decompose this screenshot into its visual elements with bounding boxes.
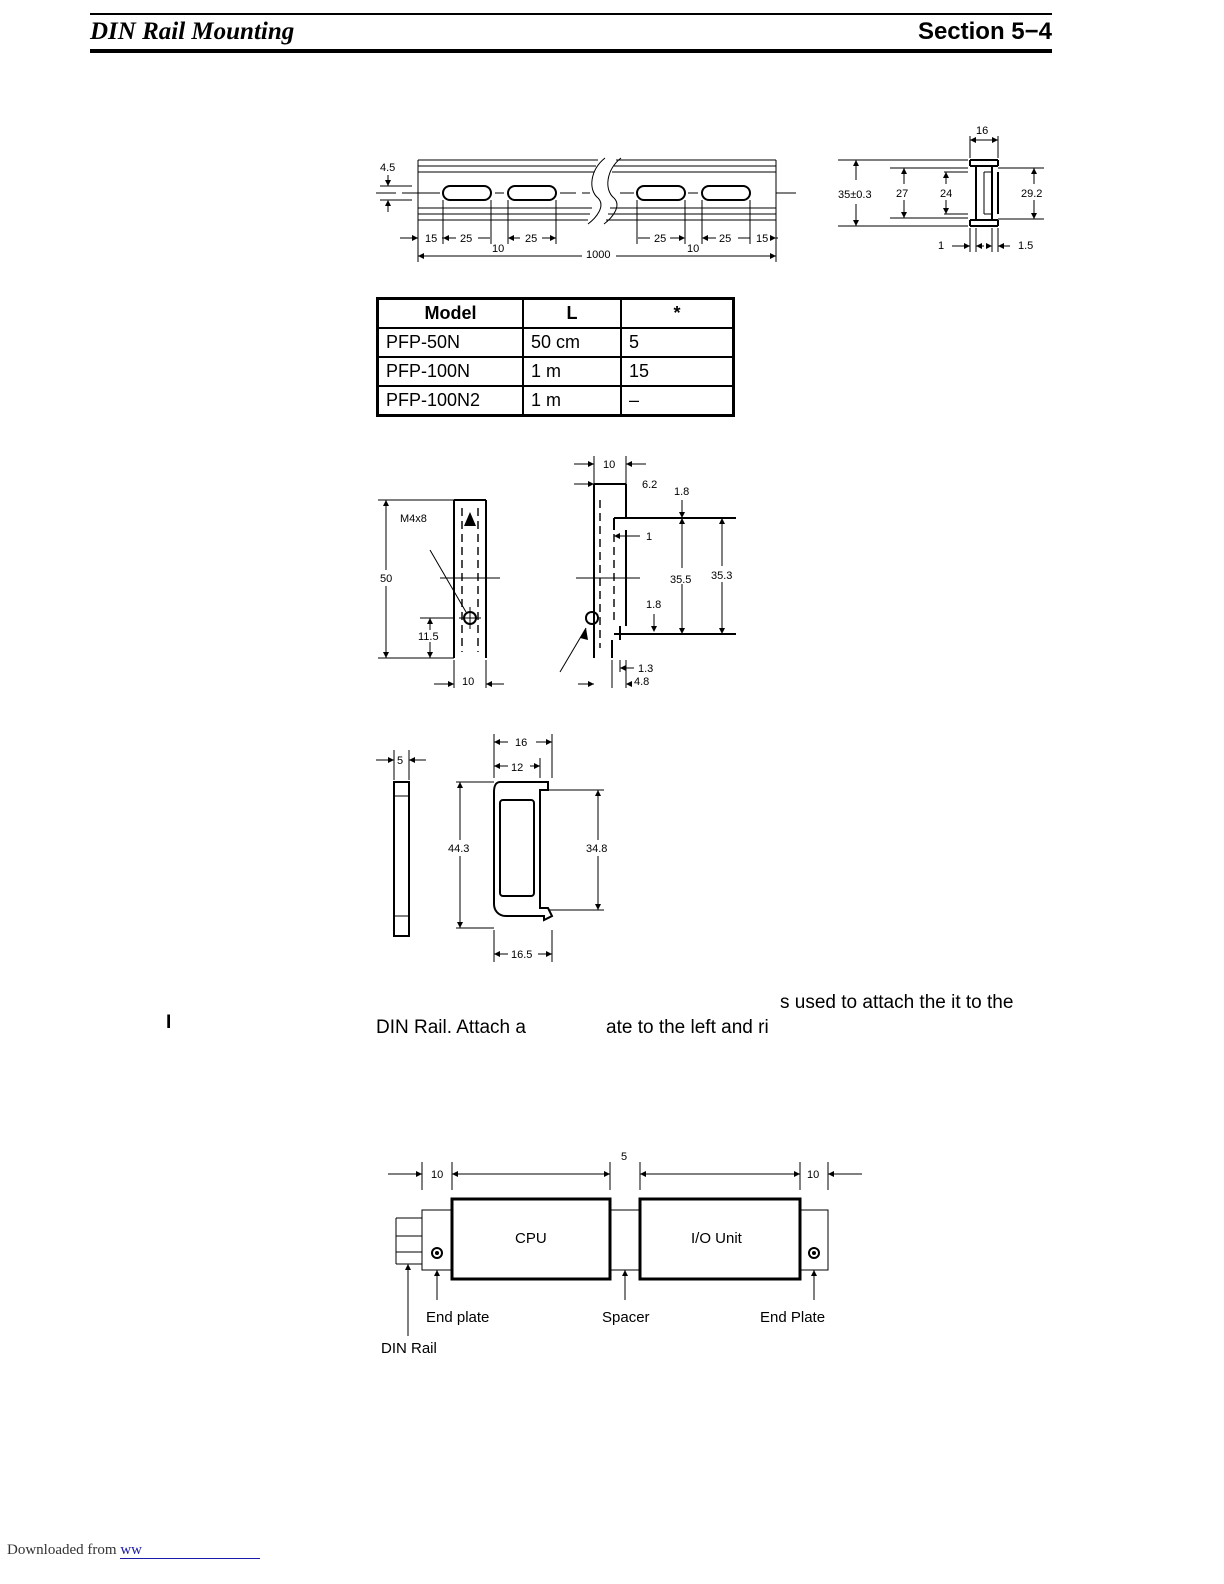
table-cell: –	[621, 386, 734, 416]
table-row	[378, 386, 734, 416]
dim-label: 10	[462, 676, 475, 688]
dim-label: 35±0.3	[838, 189, 872, 201]
end-plate-right-label: End Plate	[760, 1309, 826, 1326]
dim-label: 4.8	[634, 676, 650, 688]
cpu-unit	[452, 1199, 610, 1279]
dim-label: 1	[938, 240, 945, 252]
column-header-model: Model	[378, 299, 524, 329]
column-header-note: *	[621, 299, 734, 329]
dim-label: 1.8	[646, 599, 662, 611]
spacer-drawing	[0, 730, 700, 970]
din-rail-drawing	[0, 0, 1224, 290]
dim-label: 27	[896, 188, 909, 200]
dim-label: 10	[492, 243, 505, 255]
spacer-side-view	[376, 750, 426, 936]
paragraph-line-2b: ate to the left and ri	[606, 1017, 769, 1038]
dim-label: 16	[976, 125, 989, 137]
assembly-dimensions	[388, 1151, 862, 1190]
dim-label: 24	[940, 188, 953, 200]
dim-label: 1000	[586, 249, 611, 261]
table-cell: 1 m	[523, 357, 621, 386]
end-plate-left	[422, 1210, 452, 1270]
table-cell: PFP-100N	[378, 357, 524, 386]
paragraph-line-1: s used to attach the it to the	[780, 992, 1014, 1013]
io-unit	[640, 1199, 800, 1279]
dim-label: 5	[621, 1151, 628, 1163]
paragraph-line-2a: DIN Rail. Attach a	[376, 1017, 526, 1038]
dim-label: 5	[397, 755, 404, 767]
page-title: DIN Rail Mounting	[90, 18, 295, 45]
end-plate-front-view	[378, 500, 504, 688]
dim-label: 4.5	[380, 162, 396, 174]
dim-label: 34.8	[586, 843, 608, 855]
end-plate-side-view	[560, 456, 736, 688]
dim-label: 29.2	[1021, 188, 1043, 200]
end-plate-drawing	[0, 450, 800, 700]
end-plate-right	[800, 1210, 828, 1270]
dim-label: 1.8	[674, 486, 690, 498]
dim-label: 1.3	[638, 663, 654, 675]
assembly-drawing	[0, 1140, 900, 1370]
table-row	[378, 328, 734, 357]
spacer-block	[610, 1210, 640, 1270]
dim-label: 25	[460, 233, 473, 245]
dim-label: 25	[719, 233, 732, 245]
spacer-front-view	[448, 734, 607, 962]
dim-label: 6.2	[642, 479, 658, 491]
column-header-length: L	[523, 299, 621, 329]
dim-label: 10	[431, 1169, 444, 1181]
cpu-label: CPU	[515, 1230, 547, 1247]
dim-label: 44.3	[448, 843, 470, 855]
section-number: Section 5−4	[917, 18, 1052, 45]
dim-label: 50	[380, 573, 393, 585]
footer-link[interactable]: ww	[120, 1542, 260, 1559]
dim-label: 35.5	[670, 574, 692, 586]
table-cell: 15	[621, 357, 734, 386]
footer	[7, 1542, 260, 1559]
dim-label: 15	[425, 233, 438, 245]
dim-label: 35.3	[711, 570, 733, 582]
spacer-label: Spacer	[602, 1309, 650, 1326]
dim-label: 16.5	[511, 949, 533, 961]
table-cell: 1 m	[523, 386, 621, 416]
dim-label: 25	[525, 233, 538, 245]
table-cell: 5	[621, 328, 734, 357]
dim-label: 1.5	[1018, 240, 1034, 252]
model-table	[376, 297, 735, 417]
io-unit-label: I/O Unit	[691, 1230, 742, 1247]
dim-label: 15	[756, 233, 769, 245]
din-rail-label: DIN Rail	[381, 1340, 437, 1357]
dim-label: 10	[603, 459, 616, 471]
dim-label: 1	[646, 531, 653, 543]
rail-profile	[838, 125, 1044, 252]
dim-label: 10	[687, 243, 700, 255]
end-plate-left-label: End plate	[426, 1309, 490, 1326]
side-marker: I	[166, 1012, 172, 1033]
table-row	[378, 357, 734, 386]
table-header-row	[378, 299, 734, 329]
dim-label: 16	[515, 737, 528, 749]
din-rail-end	[396, 1218, 422, 1264]
table-cell: PFP-100N2	[378, 386, 524, 416]
rail-body	[376, 158, 796, 262]
dim-label: M4x8	[400, 513, 427, 525]
dim-label: 11.5	[418, 631, 439, 643]
table-cell: PFP-50N	[378, 328, 524, 357]
table-cell: 50 cm	[523, 328, 621, 357]
footer-prefix: Downloaded from	[7, 1542, 121, 1558]
dim-label: 25	[654, 233, 667, 245]
dim-label: 12	[511, 762, 524, 774]
dim-label: 10	[807, 1169, 820, 1181]
